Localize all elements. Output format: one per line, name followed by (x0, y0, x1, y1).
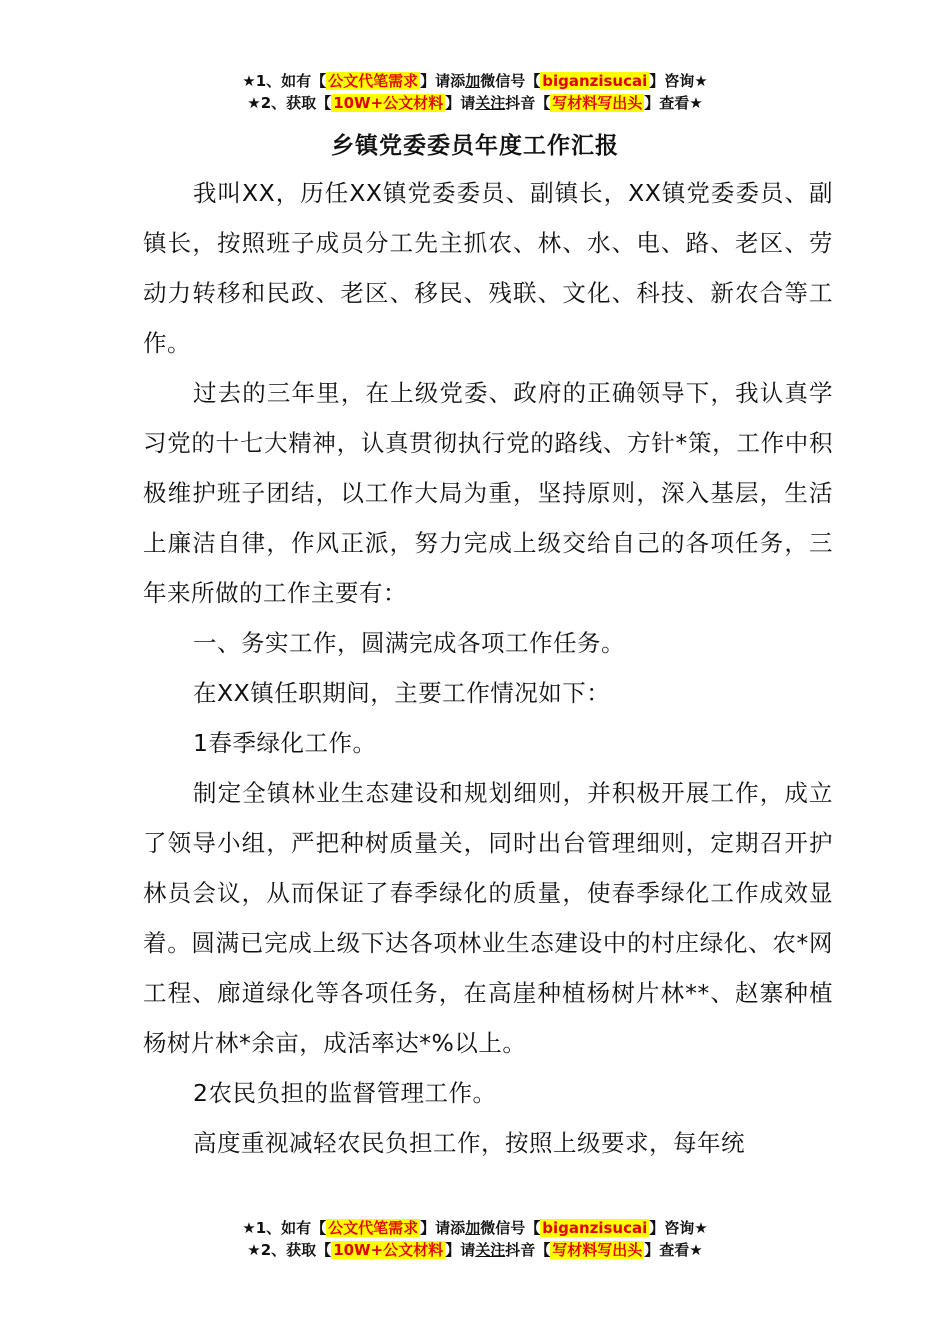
promo-text: 加 (465, 1219, 481, 1237)
promo-text: 抖音【 (505, 94, 551, 112)
header-promo-banner (0, 70, 950, 114)
promo-text: 】请 (445, 1241, 476, 1259)
promo-text: ★2、获取【 (247, 1241, 332, 1259)
promo-text: 】咨询★ (649, 72, 708, 90)
promo-douyin-id: 写材料写出头 (552, 94, 643, 112)
promo-text: ★2、获取【 (247, 94, 332, 112)
promo-text: 】查看★ (644, 94, 703, 112)
promo-douyin-id: 写材料写出头 (552, 1241, 643, 1259)
subsection-heading: 1春季绿化工作。 (193, 729, 377, 757)
promo-text: 微信号【 (480, 1219, 541, 1237)
promo-line-1 (0, 1217, 950, 1239)
promo-highlight: 公文代笔需求 (328, 1219, 419, 1237)
paragraph: 制定全镇林业生态建设和规划细则，并积极开展工作，成立了领导小组，严把种树质量关，同时出台管理细则，定期召开护林员会议，从而保证了春季绿化的质量，使春季绿化工作成效显着。圆满已完成上级下达各项林业生态建设中的村庄绿化、农*网工程、廊道绿化等各项任务，在高崖种植杨树片林**、赵寨种植杨树片林*余亩，成活率达*%以上。 (143, 779, 833, 1057)
promo-line-1 (0, 70, 950, 92)
promo-wechat-id: biganzisucai (542, 1219, 648, 1237)
paragraph: 过去的三年里，在上级党委、政府的正确领导下，我认真学习党的十七大精神，认真贯彻执行党的路线、方针*策，工作中积极维护班子团结，以工作大局为重，坚持原则，深入基层，生活上廉洁自律，作风正派，努力完成上级交给自己的各项任务，三年来所做的工作主要有： (143, 379, 833, 607)
promo-text: 关注 (475, 94, 506, 112)
paragraph: 在XX镇任职期间，主要工作情况如下： (193, 679, 611, 707)
promo-text: ★1、如有【 (242, 72, 327, 90)
promo-text: 加 (465, 72, 481, 90)
footer-promo-banner (0, 1217, 950, 1261)
promo-text: 】请 (445, 94, 476, 112)
paragraph: 我叫XX，历任XX镇党委委员、副镇长，XX镇党委委员、副镇长，按照班子成员分工先主抓农、林、水、电、路、老区、劳动力转移和民政、老区、移民、残联、文化、科技、新农合等工作。 (143, 179, 833, 357)
promo-wechat-id: biganzisucai (542, 72, 648, 90)
subsection-heading: 2农民负担的监督管理工作。 (193, 1079, 497, 1107)
document-title: 乡镇党委委员年度工作汇报 (331, 133, 619, 159)
promo-line-2 (0, 92, 950, 114)
promo-text: 关注 (475, 1241, 506, 1259)
promo-text: 】咨询★ (649, 1219, 708, 1237)
paragraph: 高度重视减轻农民负担工作，按照上级要求，每年统 (193, 1129, 745, 1157)
promo-text: 抖音【 (505, 1241, 551, 1259)
promo-highlight: 公文代笔需求 (328, 72, 419, 90)
promo-text: 微信号【 (480, 72, 541, 90)
promo-text: ★1、如有【 (242, 1219, 327, 1237)
document-body (143, 168, 833, 1168)
promo-line-2 (0, 1239, 950, 1261)
promo-text: 】查看★ (644, 1241, 703, 1259)
promo-text: 】请添 (420, 1219, 466, 1237)
section-heading: 一、务实工作，圆满完成各项工作任务。 (193, 629, 625, 657)
promo-highlight: 10W+公文材料 (333, 94, 444, 112)
promo-highlight: 10W+公文材料 (333, 1241, 444, 1259)
promo-text: 】请添 (420, 72, 466, 90)
